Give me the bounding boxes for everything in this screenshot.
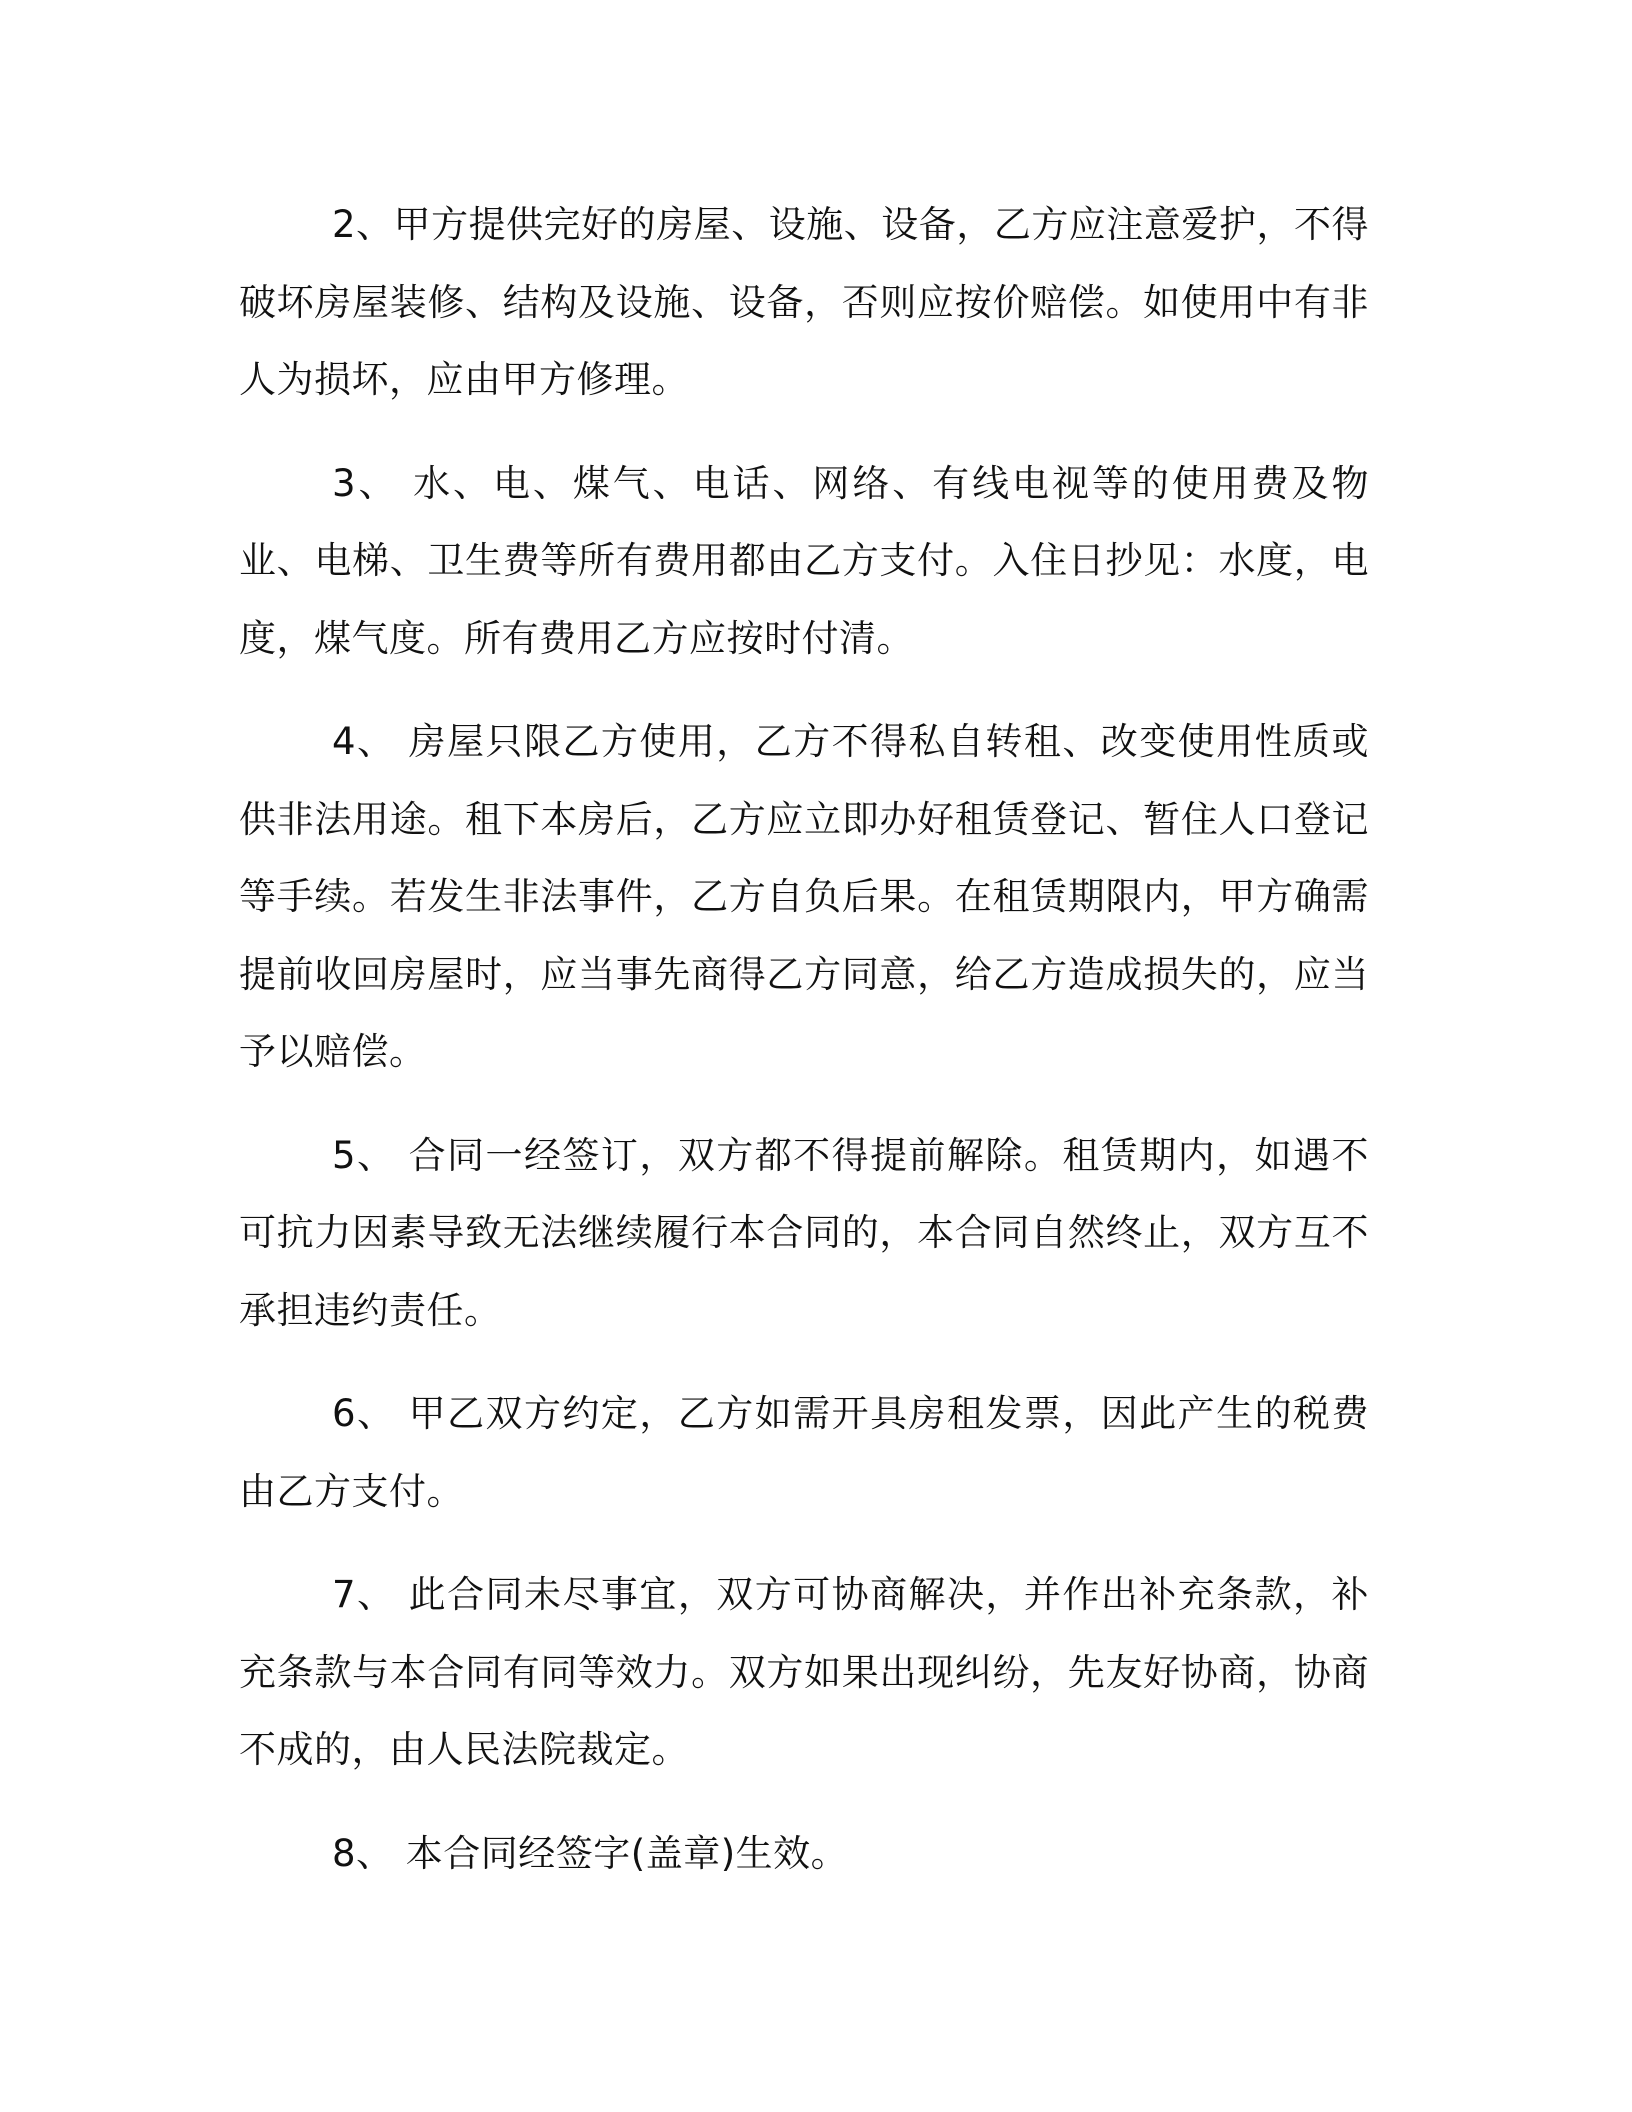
- clause-7: 7、 此合同未尽事宜，双方可协商解决，并作出补充条款，补充条款与本合同有同等效力。双方如果出现纠纷，先友好协商，协商不成的，由人民法院裁定。: [239, 1573, 1369, 1771]
- clause-5: 5、 合同一经签订，双方都不得提前解除。租赁期内，如遇不可抗力因素导致无法继续履行本合同的，本合同自然终止，双方互不承担违约责任。: [239, 1133, 1369, 1332]
- clause-3: 3、 水、电、煤气、电话、网络、有线电视等的使用费及物业、电梯、卫生费等所有费用都由乙方支付。入住日抄见：水度，电度，煤气度。所有费用乙方应按时付清。: [239, 461, 1369, 660]
- clause-8: 8、 本合同经签字(盖章)生效。: [332, 1831, 849, 1875]
- clause-4: 4、 房屋只限乙方使用，乙方不得私自转租、改变使用性质或供非法用途。租下本房后，乙方应立即办好租赁登记、暂住人口登记等手续。若发生非法事件，乙方自负后果。在租赁期限内，甲方确需提前收回房屋时，应当事先商得乙方同意，给乙方造成损失的，应当予以赔偿。: [239, 720, 1369, 1073]
- clause-2: 2、甲方提供完好的房屋、设施、设备，乙方应注意爱护，不得破坏房屋装修、结构及设施、设备，否则应按价赔偿。如使用中有非人为损坏，应由甲方修理。: [239, 203, 1369, 401]
- contract-clauses: [239, 186, 1369, 1918]
- clause-6: 6、 甲乙双方约定，乙方如需开具房租发票，因此产生的税费由乙方支付。: [239, 1392, 1369, 1513]
